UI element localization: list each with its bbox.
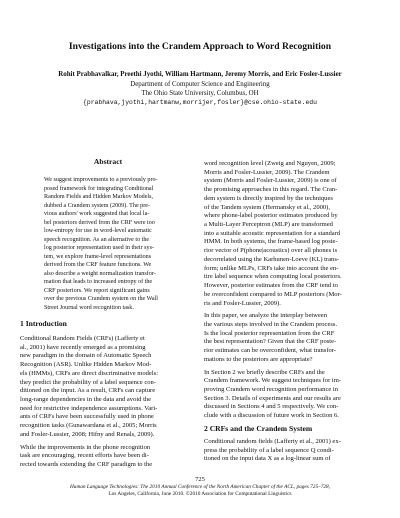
text-line: where phone-label posterior estimates produced by: [204, 212, 338, 220]
text-line: CRF posteriors. We report significant gains: [44, 287, 150, 294]
text-line: log posterior representation used in their sys-: [44, 245, 154, 251]
page-number: 725: [195, 476, 205, 483]
text-line: dem system is directly inspired by the techniques: [204, 194, 333, 202]
text-line: of the Tandem system (Hermansky et al., 2000),: [204, 203, 330, 211]
text-line: also describe a weight normalization transfor-: [44, 270, 156, 277]
abstract-heading: Abstract: [93, 157, 123, 166]
text-line: HMM. In both systems, the frame-based log poste-: [204, 238, 338, 246]
text-line: ditioned on the input. As a result, CRFs can capture: [20, 387, 156, 395]
section-heading-introduction: 1 Introduction: [20, 319, 67, 328]
text-line: ants of CRFs have been successfully used in phone: [20, 413, 154, 421]
text-line: derived from the CRF feature functions. We: [44, 262, 152, 268]
text-line: Crandem framework. We suggest techniques for im-: [204, 377, 341, 385]
text-line: Conditional Random Fields (CRFs) (Lafferty et: [20, 335, 145, 342]
section-heading-crfs: 2 CRFs and the Crandem System: [204, 424, 313, 433]
right-paragraph-3: [204, 369, 380, 421]
text-line: bel posteriors derived from the CRF were too: [44, 219, 155, 226]
paper-title: Investigations into the Crandem Approach to Word Recognition: [68, 41, 332, 52]
abstract-body: [44, 176, 172, 312]
text-line: recognition tasks (Gunawardana et al., 2005; Morris: [20, 422, 157, 430]
text-line: the best representation? Given that the CRF poste-: [204, 338, 337, 346]
text-line: speech recognition. As an alternative to the: [44, 236, 150, 243]
author-emails: {prabhava,jyothi,hartmanw,morrijer,fosler}@cse.ohio-state.edu: [83, 99, 317, 106]
text-line: While the improvements in the phone recognition: [20, 443, 151, 451]
footer-place: Los Angeles, California, June 2010. ©2010 Association for Computational Linguistics: [108, 491, 292, 497]
text-line: word recognition level (Zweig and Nguyen, 2009;: [204, 160, 336, 167]
intro-text: [20, 335, 196, 470]
text-line: rior estimates can be overconfident, what transfor-: [204, 347, 337, 355]
author-list: Rohit Prabhavalkar, Preethi Jyothi, William Hartmann, Jeremy Morris, and Eric Fosler-Lussier: [58, 71, 342, 78]
text-line: long-range dependencies in the data and avoid the: [20, 396, 152, 404]
text-line: Morris and Fosler-Lussier, 2009). The Crandem: [204, 168, 330, 176]
text-line: the various steps involved in the Crandem process.: [204, 320, 338, 328]
text-line: over the previous Crandem system on the Wall: [44, 296, 158, 302]
text-line: However, posterior estimates from the CRF tend to: [204, 282, 338, 290]
text-line: Conditional random fields (Lafferty et al., 2001) ex-: [204, 438, 341, 445]
right-paragraph-1: [204, 160, 380, 308]
text-line: and Fosler-Lussier, 2008; Hifny and Renals, 2009).: [20, 430, 155, 438]
intro-paragraph-2: [20, 444, 196, 470]
text-line: they predict the probability of a label sequence con-: [20, 378, 156, 386]
text-line: proving Crandem word recognition performance in: [204, 385, 338, 393]
text-line: mations to the posteriors are appropriate?: [204, 355, 313, 363]
text-line: rected towards extending the CRF paradigm to the: [20, 461, 153, 469]
text-line: task are encouraging, recent efforts have been di-: [20, 452, 149, 460]
text-line: Section 3. Details of experiments and our results are: [204, 394, 341, 402]
text-line: into a suitable acoustic representation for a standard: [204, 229, 341, 237]
right-column-text: [204, 160, 380, 421]
text-line: low-entropy for use in word-level automatic: [44, 228, 152, 234]
intro-paragraph-1: [20, 335, 196, 440]
text-line: the promising approaches in this regard. The Cran-: [204, 186, 338, 194]
right-paragraph-2: [204, 312, 380, 364]
text-line: posed framework for integrating Conditional: [44, 185, 154, 192]
text-line: decorrelated using the Karhunen-Loeve (KL) trans-: [204, 255, 340, 263]
text-line: mation that leads to increased entropy of the: [44, 279, 153, 285]
text-line: al., 2001) have recently emerged as a promising: [20, 343, 146, 351]
text-line: be overconfident compared to MLP posteriors (Mor-: [204, 290, 342, 298]
text-line: Recognition (ASR). Unlike Hidden Markov Mod-: [20, 361, 152, 369]
text-line: Street Journal word recognition task.: [44, 304, 134, 311]
text-line: ris and Fosler-Lussier, 2009).: [204, 299, 281, 307]
text-line: In this paper, we analyze the interplay between: [204, 312, 327, 320]
text-line: We suggest improvements to a previously pro-: [44, 177, 158, 183]
text-line: Is the local posterior representation from the CRF: [204, 329, 335, 337]
page-footer: [20, 484, 380, 498]
department: Department of Computer Science and Engineering: [130, 81, 270, 88]
text-line: press the probability of a label sequence Q condi-: [204, 446, 334, 454]
text-line: new paradigm in the domain of Automatic Speech: [20, 352, 152, 360]
text-line: discussed in Sections 4 and 5 respectively. We con-: [204, 403, 339, 411]
text-line: tire label sequence when computing local posteriors.: [204, 273, 342, 281]
text-line: In Section 2 we briefly describe CRFs and the: [204, 368, 325, 376]
text-line: a Multi-Layer Perceptron (MLP) are transformed: [204, 221, 333, 229]
text-line: els (HMMs), CRFs are direct discriminative models:: [20, 369, 159, 377]
text-line: clude with a discussion of future work in Section 6.: [204, 412, 339, 420]
text-line: tem, we explore frame-level representations: [44, 253, 152, 260]
text-line: dubbed a Crandem system (2009). The pre-: [44, 202, 150, 209]
text-line: Random Fields and Hidden Markov Models,: [44, 194, 154, 200]
footer-venue: Human Language Technologies: The 2010 Annual Conference of the North American Chapter of the ACL, pages 725–728,: [69, 484, 331, 490]
right-paragraph-4: [204, 438, 380, 464]
text-line: vious authors' work suggested that local la-: [44, 211, 150, 217]
text-line: system (Morris and Fosler-Lussier, 2009) is one of: [204, 177, 337, 185]
university: The Ohio State University, Columbus, OH: [141, 90, 259, 97]
section-2-text: [204, 438, 380, 464]
text-line: rior vector of P(phone|acoustics) over all phones is: [204, 247, 338, 255]
text-line: tioned on the input data X as a log-linear sum of: [204, 455, 331, 463]
text-line: form; unlike MLPs, CRFs take into account the en-: [204, 264, 339, 272]
text-line: need for restrictive independence assumptions. Vari-: [20, 404, 158, 412]
